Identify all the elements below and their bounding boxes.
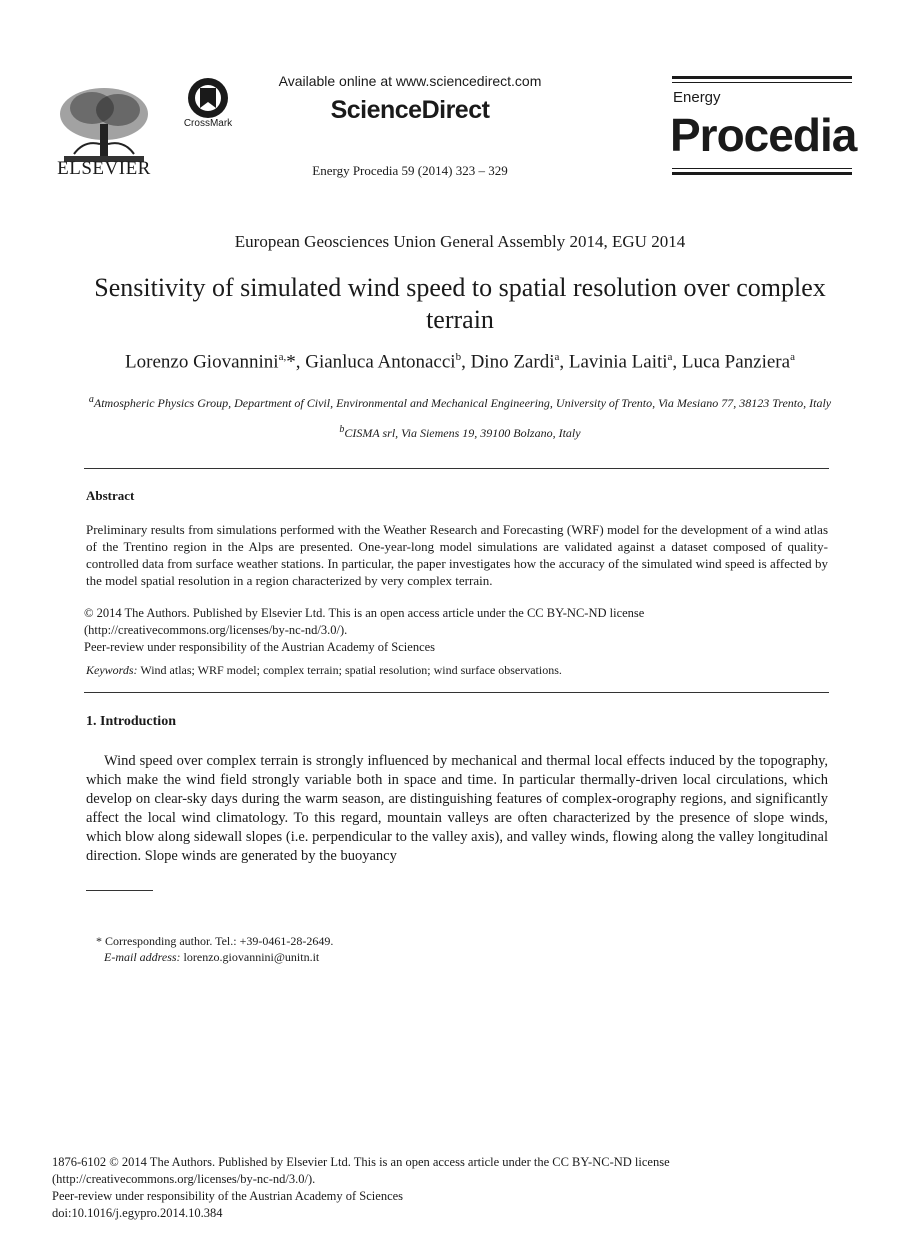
affiliation-text: Atmospheric Physics Group, Department of Civil, Environmental and Mechanical Engineering, University of Trento, Via Mesiano 77, 38123 Trento, Italy [93,396,832,410]
license-line: © 2014 The Authors. Published by Elsevier Ltd. This is an open access article under the CC BY-NC-ND license [84,606,645,620]
journal-logo-rule [672,82,852,83]
sciencedirect-wordmark: ScienceDirect [330,96,490,124]
affiliation-b [80,424,840,441]
introduction-heading: 1. Introduction [86,714,176,729]
paper-title: Sensitivity of simulated wind speed to spatial resolution over complex terrain [94,273,826,334]
author-affiliation-mark: b [455,351,462,363]
author-affiliation-mark: a, [278,351,287,363]
abstract-body: Preliminary results from simulations performed with the Weather Research and Forecasting (WRF) model for the development of a wind atlas of the Trentino region in the Alps are presented. One-year-long model simulations are validated against a dataset composed of quality-controlled data from surface weather stations. In particular, the paper investigates how the accuracy of the simulated wind speed is affected by the model spatial resolution in a region characterized by very complex terrain. [86,522,828,588]
author-name: Luca Panziera [681,351,791,373]
author-separator: , [461,351,471,373]
page-footer [52,1154,852,1222]
journal-logo-rule [672,76,852,79]
email-label: E-mail address: [104,950,181,964]
section-divider [84,692,829,693]
keywords-list: Wind atlas; WRF model; complex terrain; spatial resolution; wind surface observations. [140,663,562,677]
author-separator: , [295,351,306,373]
keywords-label: Keywords: [86,663,138,677]
affiliation-mark: b [339,424,345,435]
author-name: Gianluca Antonacci [305,351,456,373]
author-list [40,351,880,373]
introduction-body: Wind speed over complex terrain is strongly influenced by mechanical and thermal local effects induced by the topography, which make the wind field strongly variable both in space and time. In particular thermally-driven local circulations, which develop on clear-sky days during the warm season, are distinguishing features of complex-orography regions, and significantly affect the local wind climatology. To this regard, mountain valleys are often characterized by the presence of slope winds, which blow along sidewall slopes (i.e. perpendicular to the valley axis), and valley winds, flowing along the valley longitudinal direction. Slope winds are generated by the buoyancy [86,753,828,864]
author-affiliation-mark: a [667,351,673,363]
author-separator: , [672,351,682,373]
journal-logo-procedia: Procedia [670,109,857,161]
peer-review-note: Peer-review under responsibility of the Austrian Academy of Sciences [84,640,436,654]
elsevier-wordmark: ELSEVIER [57,158,151,179]
author-affiliation-mark: a [790,351,795,363]
author-separator: , [559,351,569,373]
affiliation-mark: a [88,394,94,405]
journal-reference: Energy Procedia 59 (2014) 323 – 329 [312,163,508,178]
journal-logo-rule [672,172,852,175]
conference-name: European Geosciences Union General Assembly 2014, EGU 2014 [234,232,686,251]
crossmark-label: CrossMark [183,118,233,129]
corresponding-mark: * [286,351,296,373]
author-name: Lorenzo Giovannini [125,351,279,373]
email-address[interactable]: lorenzo.giovannini@unitn.it [183,950,320,964]
section-divider [84,468,829,469]
footer-peer-review: Peer-review under responsibility of the Austrian Academy of Sciences [52,1189,404,1203]
author-name: Lavinia Laiti [568,351,668,373]
available-online-text: Available online at www.sciencedirect.com [278,73,542,89]
footer-doi[interactable]: doi:10.1016/j.egypro.2014.10.384 [52,1206,223,1220]
affiliation-text: CISMA srl, Via Siemens 19, 39100 Bolzano, Italy [344,426,581,440]
license-link[interactable]: (http://creativecommons.org/licenses/by-nc-nd/3.0/). [84,623,348,637]
footer-copyright: 1876-6102 © 2014 The Authors. Published by Elsevier Ltd. This is an open access article under the CC BY-NC-ND license [52,1155,670,1169]
footer-license-link[interactable]: (http://creativecommons.org/licenses/by-nc-nd/3.0/). [52,1172,316,1186]
affiliation-a [80,391,840,412]
keywords [86,663,828,678]
license-notice [84,605,826,656]
author-affiliation-mark: a [554,351,560,363]
corresponding-author-note: * Corresponding author. Tel.: +39-0461-28-2649. [96,934,334,948]
abstract-heading: Abstract [86,488,135,503]
journal-logo-rule [672,168,852,169]
footnote-rule [86,890,153,891]
journal-logo-energy: Energy [673,89,721,106]
author-name: Dino Zardi [470,351,555,373]
email-note [104,950,319,965]
